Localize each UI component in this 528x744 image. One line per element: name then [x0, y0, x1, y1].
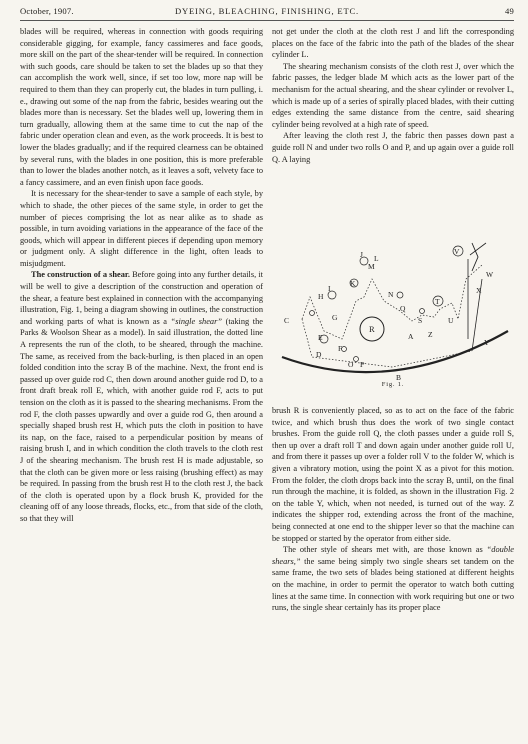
label-N: N	[388, 290, 394, 299]
label-Z: Z	[428, 330, 433, 339]
header-journal-title: DYEING, BLEACHING, FINISHING, ETC.	[174, 6, 360, 16]
figure-caption: Fig. 1.	[381, 381, 405, 388]
running-header	[20, 6, 514, 20]
label-K: K	[350, 279, 356, 288]
label-H: H	[318, 292, 324, 301]
label-F: F	[338, 344, 343, 353]
paragraph: It is necessary for the shear-tender to save a sample of each style, by which to shade, the other pieces of the same style, in order to get the number of pieces comprising the lot as near alike as to shade as possible, in turn avoiding variations in the appearance of the face of the goods, which will appear in different pieces if depending upon memory or judgment only. A slight difference in the light, often leads to misjudgment.	[20, 189, 263, 268]
paragraph: The construction of a shear. Before going into any further details, it will be well to give a description of the construction and operation of the shear, a feature best explained in connection with the accompanying illustration, Fig. 1, being a diagram showing in outlines, the construction and working parts of what is known as a “single shear” (taking the Parks & Woolson Shear as a model). In said illustration, the dotted line A represents the run of the cloth, to be sheared, through the machine. The same, as received from the back-burling, is then placed in an open folded condition into the scray B of the machine. Next, the front end is passed up over guide rod C, then down around another guide rod D, to a front draft break roll E, which, with another guide rod F, acts to put tension on the cloth as it is passed to the shearing mechanisms. From the rod F, the cloth passes upwardly and over a guide rod G, then around a specially shaped brush rest H, which puts the cloth in position to have its nap, on the face, raised to a perpendicular position by means of raising brush I, and in which condition the cloth travels to the cloth rest J of the shearing mechanism. The brush rest H is made adjustable, so that the cloth can be given more or less raising (brushing effect) as may be required. In passing from the brush rest H to the cloth rest J, the back of the cloth is operated upon by a flock brush K, provided for the cleaning off of any loose threads, flocks, etc., from that side of the cloth, so that they will	[20, 270, 264, 523]
label-J: J	[360, 250, 363, 259]
label-X: X	[476, 286, 482, 295]
right-column-top	[272, 26, 514, 165]
right-column-bottom	[272, 405, 514, 614]
label-L: L	[374, 254, 379, 263]
header-page-number: 49	[505, 6, 514, 16]
label-A: A	[408, 332, 414, 341]
paragraph: blades will be required, whereas in connection with goods requiring considerable gigging, for example, fancy cassimeres and face goods, more skill on the part of the shear-tender will be required. In connection with such goods, care should be taken to set the blades up so that they can accomplish the work well, since, if set too low, more nap will be required to them than they can properly cut, the blades in turn pulling, i. e., drawing out some of the nap from the fabric, besides wearing out the blades more than is necessary. Set the blades well up, lowering them in turn gradually, allowing them at the same time to cut the nap of the fabric under operation clean and even, as the work proceeds. It is best to lower the blades gradually; and if the required clearness can be obtained by several runs, with the blades in one position, this is more preferable than to lower the blades another notch, as it leaves a soft, velvety face to a fancy cassimere, and an even finish upon face goods.	[20, 27, 263, 187]
header-date: October, 1907.	[20, 6, 74, 16]
label-G: G	[332, 313, 338, 322]
label-D: D	[316, 350, 322, 359]
label-U: U	[448, 316, 454, 325]
figure-1-shear-diagram	[272, 239, 514, 393]
label-B: B	[396, 373, 402, 381]
label-S: S	[418, 316, 423, 325]
left-column	[20, 26, 263, 525]
paragraph: The shearing mechanism consists of the cloth rest J, over which the fabric passes, the ledger blade M which acts as the lower part of the mechanism for the actual shearing, and the shear cylinder or revolver L, which is made up of a series of spirally placed blades, with their cutting edges extending the same distance from the centre, said shearing cylinder being revolved at a high rate of speed.	[272, 61, 514, 129]
paragraph: brush R is conveniently placed, so as to act on the face of the fabric twice, and which brush thus does the work of two single contact brushes. From the guide roll Q, the cloth passes under a guide roll S, then up over a draft roll T and down again under another guide roll U, and from there it passes up over a folder roll V to the folder W, which is given a vibratory motion, using the point X as a pivot for this motion. From the folder, the cloth drops back into the scray B, until, on the final run through the machine, it is folded, as shown in the illustration Fig. 2 on the table Y, which, when not needed, is turned out of the way. Z indicates the shipper rod, extending across the front of the machine, being connected at one end to the shipper lever so that the machine can be stopped or started by the operator from either side.	[272, 406, 514, 543]
label-I: I	[328, 284, 331, 293]
label-P: P	[360, 360, 365, 369]
section-heading: The construction of a shear.	[31, 270, 130, 280]
paragraph: The other style of shears met with, are those known as “double shears,” the same being simply two single shears set tandem on the same frame, the two sets of blades being stationed at different heights on the machine, in order to permit the operator to watch both cutting lines at the same time. In connection with work requiring but one or two runs, the single shear certainly has its proper place	[272, 545, 514, 613]
label-M: M	[368, 262, 375, 271]
label-T: T	[435, 297, 440, 306]
paragraph: not get under the cloth at the cloth rest J and lift the corresponding places on the face of the fabric into the path of the blades of the shear cylinder L.	[272, 27, 514, 60]
label-C: C	[284, 316, 290, 325]
label-E: E	[318, 333, 323, 342]
shear-diagram	[272, 239, 514, 381]
label-V: V	[454, 247, 460, 256]
label-W: W	[486, 270, 494, 279]
label-O: O	[348, 360, 354, 369]
header-rule	[20, 20, 514, 21]
label-Q: Q	[400, 304, 406, 313]
label-R: R	[369, 324, 375, 334]
label-Y: Y	[484, 338, 490, 347]
paragraph: After leaving the cloth rest J, the fabric then passes down past a guide roll N and under two rolls O and P, and up again over a guide roll Q. A laying	[272, 131, 514, 164]
